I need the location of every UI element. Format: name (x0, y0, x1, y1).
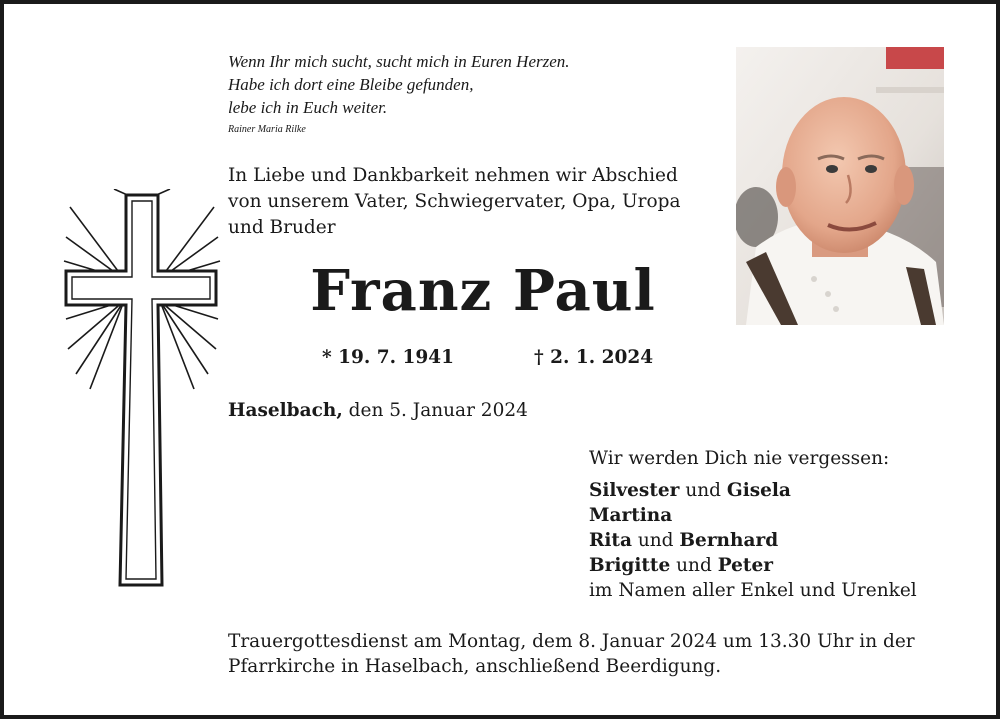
mourner-name: Martina (589, 505, 673, 526)
mourner-name: Gisela (726, 480, 791, 501)
poem-line: lebe ich in Euch weiter. (228, 98, 388, 117)
intro-line: In Liebe und Dankbarkeit nehmen wir Abschied (228, 165, 678, 186)
place: Haselbach, (228, 400, 343, 421)
mourner-row (589, 553, 917, 578)
mourner-name: Bernhard (679, 530, 779, 551)
birth-date: * 19. 7. 1941 (322, 347, 454, 368)
death-date: † 2. 1. 2024 (534, 347, 654, 368)
mourners-heading: Wir werden Dich nie vergessen: (589, 448, 890, 469)
service-line: Trauergottesdienst am Montag, dem 8. Januar 2024 um 13.30 Uhr in der (228, 631, 915, 652)
mourner-conjunction: und (637, 530, 674, 551)
deceased-name: Franz Paul (310, 258, 656, 324)
intro-text (228, 163, 680, 241)
mourners-closing: im Namen aller Enkel und Urenkel (589, 580, 917, 601)
mourner-conjunction: und (685, 480, 721, 501)
funeral-service-info (228, 629, 915, 679)
mourner-name: Rita (589, 530, 632, 551)
poem-author: Rainer Maria Rilke (228, 124, 306, 135)
service-line: Pfarrkirche in Haselbach, anschließend Beerdigung. (228, 656, 722, 677)
portrait-photo (736, 47, 944, 325)
intro-line: von unserem Vater, Schwiegervater, Opa, Uropa (228, 191, 681, 212)
mourner-name: Brigitte (589, 555, 671, 576)
cross-icon (62, 189, 222, 593)
poem-line: Habe ich dort eine Bleibe gefunden, (228, 75, 474, 94)
poem (228, 50, 570, 137)
mourner-row (589, 528, 917, 553)
mourner-name: Silvester (589, 480, 680, 501)
mourner-row (589, 503, 917, 528)
mourners-list (589, 446, 917, 603)
intro-line: und Bruder (228, 217, 336, 238)
place-date (228, 400, 528, 421)
mourner-conjunction: und (676, 555, 712, 576)
poem-line: Wenn Ihr mich sucht, sucht mich in Euren Herzen. (228, 52, 570, 71)
mourner-name: Peter (717, 555, 773, 576)
date: den 5. Januar 2024 (348, 400, 528, 421)
mourner-row (589, 478, 917, 503)
